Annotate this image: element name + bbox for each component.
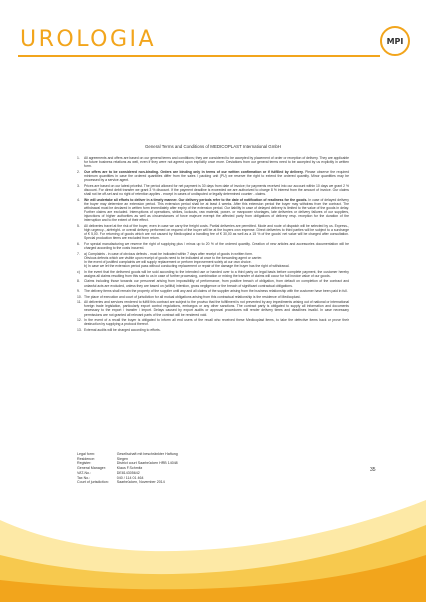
terms-item — [77, 156, 349, 168]
terms-item-body: Prices are based on our latest pricelist. The period allowed for net payment is 30 days from date of invoice; for payments received into our account within 10 days we grant 2 % discount. For direct debit transfer we grant 3 % discount. If the payment deadline is exceeded we are authorized to charge 8 % interest from the amount of invoice. Our claims shall not be off-set and no right of retention applies - except in cases of undisputed or legally determined counter - claims. — [84, 183, 349, 197]
terms-item-number: 8. — [77, 279, 80, 284]
company-value: Siegen — [116, 456, 128, 461]
page-title: UROLOGIA — [20, 27, 157, 52]
terms-item-text — [84, 252, 349, 269]
company-label: General Manager: — [77, 466, 106, 471]
document-title: General Terms and Conditions of MEDICOPLAST International GmbH — [144, 144, 281, 149]
terms-item — [77, 270, 349, 278]
terms-item — [77, 295, 349, 299]
terms-item-text — [84, 279, 349, 287]
terms-item — [77, 198, 349, 223]
terms-item-text — [84, 198, 349, 223]
logo-text: MPI — [386, 36, 404, 46]
terms-item — [77, 170, 349, 182]
terms-item — [77, 184, 349, 196]
terms-item-body: In the event that the delivered goods will be sold according to the intended use or handed over to a third party on legal basis before complete payment, the customer hereby assigns all claims resulting from this sale to us in case of further processing, combination or mixing the transfer of claims will occur for full invoice value of our goods. — [84, 269, 349, 278]
terms-item-text — [84, 300, 349, 317]
company-value: District court Saarbrücken HRB 14048 — [116, 461, 178, 466]
terms-item-number: 5. — [77, 223, 80, 228]
terms-item-text — [84, 270, 349, 278]
terms-item-number: 7. — [77, 251, 80, 256]
company-label: Residence: — [77, 456, 95, 461]
terms-item-emphasis: We will undertake all efforts to deliver in a timely manner. Our delivery periods refer to the date of notification of readiness for the goods. — [84, 197, 308, 202]
terms-item-body: In case of delayed delivery the buyer may determine an extension period. This extension period shall be at least 4 weeks. After this extension period the buyer may withdraw from the contract. The withdrawal must be declared in written form immediately after expiry of the extension period. Our liability in case of delayed delivery is limited to the value of the goods in delay. Further claims are excluded. Interruptions of operations, strikes, lockouts, raw material, power- or manpower shortages, late deliveries or delivery failures of our suppliers, injunctions of higher authorities as well as circumstances of force majeure exempt the affected party from obligations of delivery resp. reception for the duration of the interruption and to the extent of their effect. — [84, 197, 349, 223]
terms-item-text — [84, 328, 349, 332]
terms-item-number: 12. — [77, 318, 82, 323]
terms-item-number: 4. — [77, 197, 80, 202]
company-label: VAT-No.: — [77, 470, 92, 475]
terms-item-body: a) Complaints - in case of obvious defects - must be indicated within 7 days after receipt of goods in written form. — [84, 251, 254, 256]
terms-item-body: External audits will be charged according to efforts. — [84, 327, 161, 332]
terms-item — [77, 279, 349, 287]
terms-item-body: All deliveries and services rendered to fulfill this contract are subject to the proviso that the fulfillment is not prevented by any impediments arising out of national or international foreign trade legislation, particularly export control regulations, embargos or any other sanctions. The contract party is obligated to supply all information and documents necessary to the export / transfer / import. Delays caused by export audits or approval procedures will render delivery times and deadlines invalid. In case necessary permissions are not granted all relevant parts of the contract will be rendered void. — [84, 300, 349, 317]
terms-item — [77, 328, 349, 332]
terms-item-text — [84, 295, 349, 299]
terms-item-number: 13. — [77, 327, 82, 332]
terms-item-text — [84, 224, 349, 241]
terms-item-line: b) In case we let the extension period pass without conducting replacement or repair of the damage the buyer has the right of withdrawal. — [84, 264, 290, 269]
company-value: 040 / 114 01 464 — [116, 475, 144, 480]
company-value: Gesellschaft mit beschränkter Haftung — [116, 452, 178, 456]
brand-logo — [380, 26, 410, 56]
terms-item-body: All deliveries travel at the risk of the buyer, even in case we carry the freight costs. Partial deliveries are permitted. Mode and route of dispatch will be selected by us. Express-, high urgency-, airfreight- or overall delivery performed on request of the buyer will be at the buyers own expense. Direct deliveries to third parties will be subject to a surcharge of € 5,00. For returning of goods which are not caused by Medicoplast a handling fee of € 30,00 as well as a 15 % of the goods' net value will be charged after consultation. Special production items are excluded from return. — [84, 223, 349, 241]
terms-item-number: c) — [77, 269, 80, 274]
terms-item-number: 10. — [77, 294, 82, 299]
terms-item — [77, 242, 349, 250]
terms-item-body: Claims including those towards our personnel arising from impossibility of performance, from positive breach of obligation, from default on completion of the contract and unlawful acts are excluded, unless they are based on (willful) intention, gross negligence or the breach of significant contractual obligations. — [84, 279, 349, 288]
company-label: Legal form: — [77, 452, 95, 456]
terms-item-line: In the event of justified complaints we will supply replacement or perform improvement solely at our own choice. — [84, 259, 252, 264]
terms-item-emphasis: Our offers are to be considered non-binding. Orders are binding only in terms of our written confirmation or if fulfilled by delivery. — [84, 169, 304, 174]
terms-item-number: 3. — [77, 183, 80, 188]
terms-item — [77, 289, 349, 293]
terms-item-body: In the event of a recall the buyer is obligated to inform all end users of the recall who received these Medicoplast items, to take the defective items back or prove their destruction by supplying a protocol thereof. — [84, 318, 349, 327]
terms-item — [77, 300, 349, 317]
terms-item — [77, 318, 349, 326]
terms-item-number: 9. — [77, 289, 80, 294]
company-label: Tax No.: — [77, 475, 91, 480]
company-value: Klaus F.Schmitz — [116, 466, 143, 471]
terms-item-number: 1. — [77, 156, 80, 160]
footer-wave-graphic — [0, 480, 426, 602]
company-label: Register: — [77, 461, 92, 466]
terms-item-number: 6. — [77, 241, 80, 246]
terms-item-text — [84, 156, 349, 168]
terms-item — [77, 252, 349, 269]
company-label: Court of jurisdiction: — [77, 480, 109, 485]
page-number: 35 — [370, 467, 376, 473]
company-row — [77, 452, 186, 457]
company-value: Saarbrücken, November 2014 — [116, 480, 165, 485]
terms-item-body: The delivery items shall remain the property of the supplier until any and all claims of the supplier arising from the business relationship with the customer have been paid in full. — [84, 289, 348, 294]
terms-item-text — [84, 184, 349, 196]
header-divider — [18, 55, 380, 57]
terms-item-body: Please observe the required minimum quantities in case the ordered quantities differ from the sales / packing unit (PU) we reserve the right to extend the ordered quantity. Minor quantities may be processed by a service agent. — [84, 169, 349, 183]
terms-item-number: 11. — [77, 300, 82, 305]
terms-list — [77, 156, 349, 333]
terms-item-text — [84, 289, 349, 293]
terms-item-text — [84, 170, 349, 182]
company-value: DE814305642 — [116, 470, 140, 475]
terms-item-body: For special manufacturing we reserve the right of supplying plus / minus up to 20 % of the ordered quantity. Creation of new articles and accessories documentation will be charged according to the costs incurred. — [84, 241, 349, 251]
terms-item-text — [84, 318, 349, 326]
terms-item-body: The place of execution and court of jurisdiction for all mutual obligations arising from this contractual relationship is the residence of Medicoplast. — [84, 294, 301, 299]
terms-item-line: Obvious defects which are visible upon receipt of goods need to be indicated at once to the forwarding agent or carrier. — [84, 255, 263, 260]
terms-item-number: 2. — [77, 169, 80, 174]
terms-item-body: All agreements and offers are based on our general terms and conditions; they are considered to be accepted by placement of order or reception of delivery. They are applicable for future business relations as well, even if they were not agreed upon explicitly once more. Deviations from our general terms need to be accepted by us explicitly in written form. — [84, 156, 349, 169]
terms-item — [77, 224, 349, 241]
terms-item-text — [84, 242, 349, 250]
